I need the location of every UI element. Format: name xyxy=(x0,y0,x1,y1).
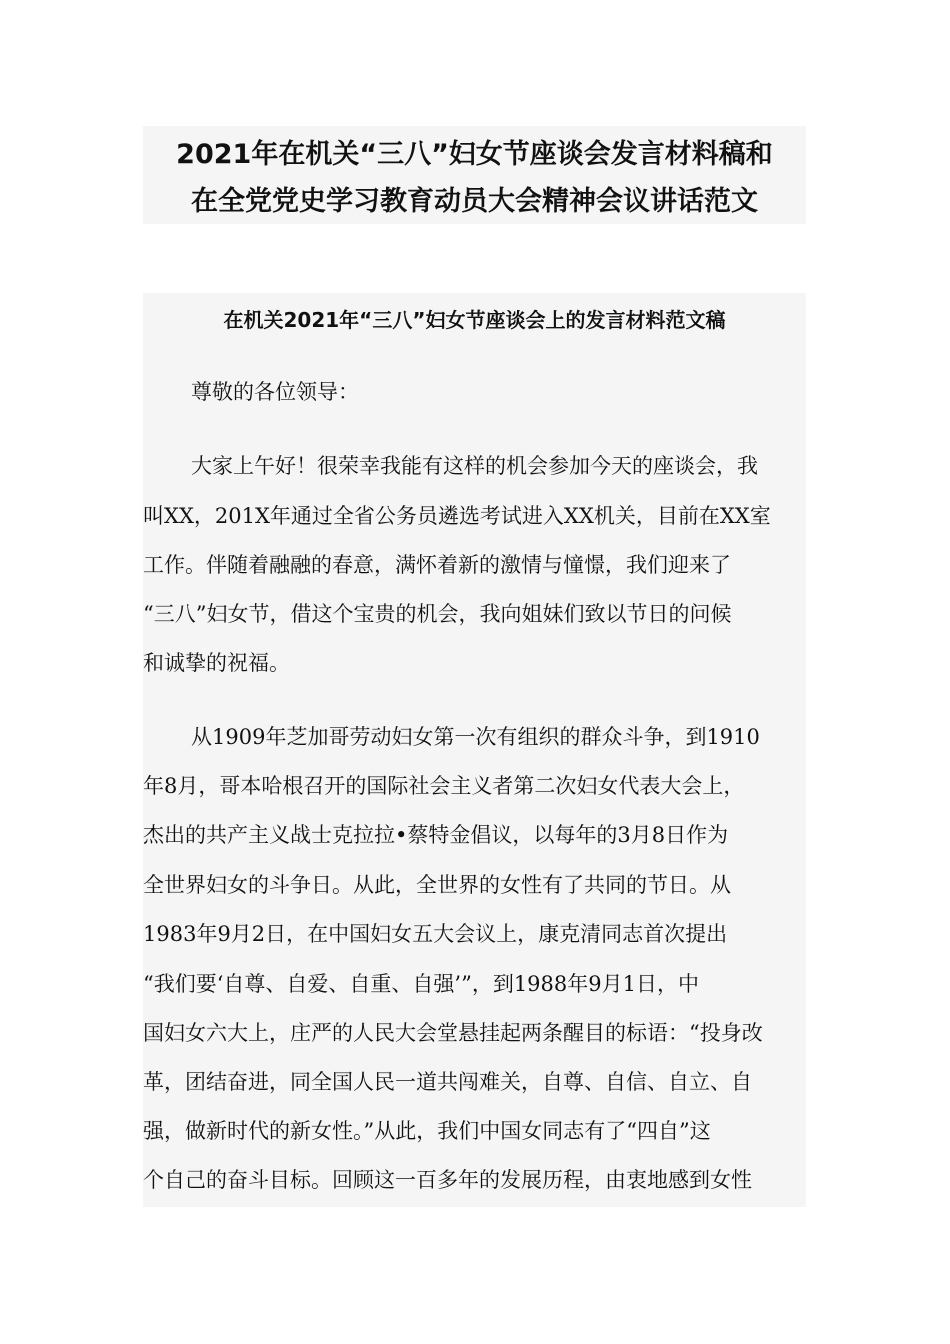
document-body xyxy=(143,293,806,1207)
text-line: 工作。伴随着融融的春意，满怀着新的激情与憧憬，我们迎来了 xyxy=(143,553,731,577)
section-subtitle: 在机关2021年“三八”妇女节座谈会上的发言材料范文稿 xyxy=(223,308,726,332)
text-line: 杰出的共产主义战士克拉拉•蔡特金倡议，以每年的3月8日作为 xyxy=(143,823,729,847)
text-line: 1983年9月2日，在中国妇女五大会议上，康克清同志首次提出 xyxy=(143,922,728,946)
text-line: 叫XX，201X年通过全省公务员遴选考试进入XX机关，目前在XX室 xyxy=(143,504,771,528)
text-line: 革，团结奋进，同全国人民一道共闯难关，自尊、自信、自立、自 xyxy=(143,1070,752,1094)
text-line: 国妇女六大上，庄严的人民大会堂悬挂起两条醒目的标语：“投身改 xyxy=(143,1021,763,1045)
title-line-2: 在全党党史学习教育动员大会精神会议讲话范文 xyxy=(191,186,758,217)
title-line-1: 2021年在机关“三八”妇女节座谈会发言材料稿和 xyxy=(176,139,773,170)
text-line: 个自己的奋斗目标。回顾这一百多年的发展历程，由衷地感到女性 xyxy=(143,1168,752,1192)
text-line: 全世界妇女的斗争日。从此，全世界的女性有了共同的节日。从 xyxy=(143,873,731,897)
text-line: 尊敬的各位领导： xyxy=(191,380,359,404)
text-line: 强，做新时代的新女性。”从此，我们中国女同志有了“四自”这 xyxy=(143,1119,711,1143)
text-line: “三八”妇女节，借这个宝贵的机会，我向姐妹们致以节日的问候 xyxy=(143,602,732,626)
document-title xyxy=(143,126,806,224)
text-line: 从1909年芝加哥劳动妇女第一次有组织的群众斗争，到1910 xyxy=(191,725,760,749)
text-line: 和诚挚的祝福。 xyxy=(143,651,290,675)
text-line: 大家上午好！很荣幸我能有这样的机会参加今天的座谈会，我 xyxy=(191,454,758,478)
text-line: “我们要‘自尊、自爱、自重、自强’”，到1988年9月1日，中 xyxy=(143,972,699,996)
text-line: 年8月，哥本哈根召开的国际社会主义者第二次妇女代表大会上， xyxy=(143,774,745,798)
